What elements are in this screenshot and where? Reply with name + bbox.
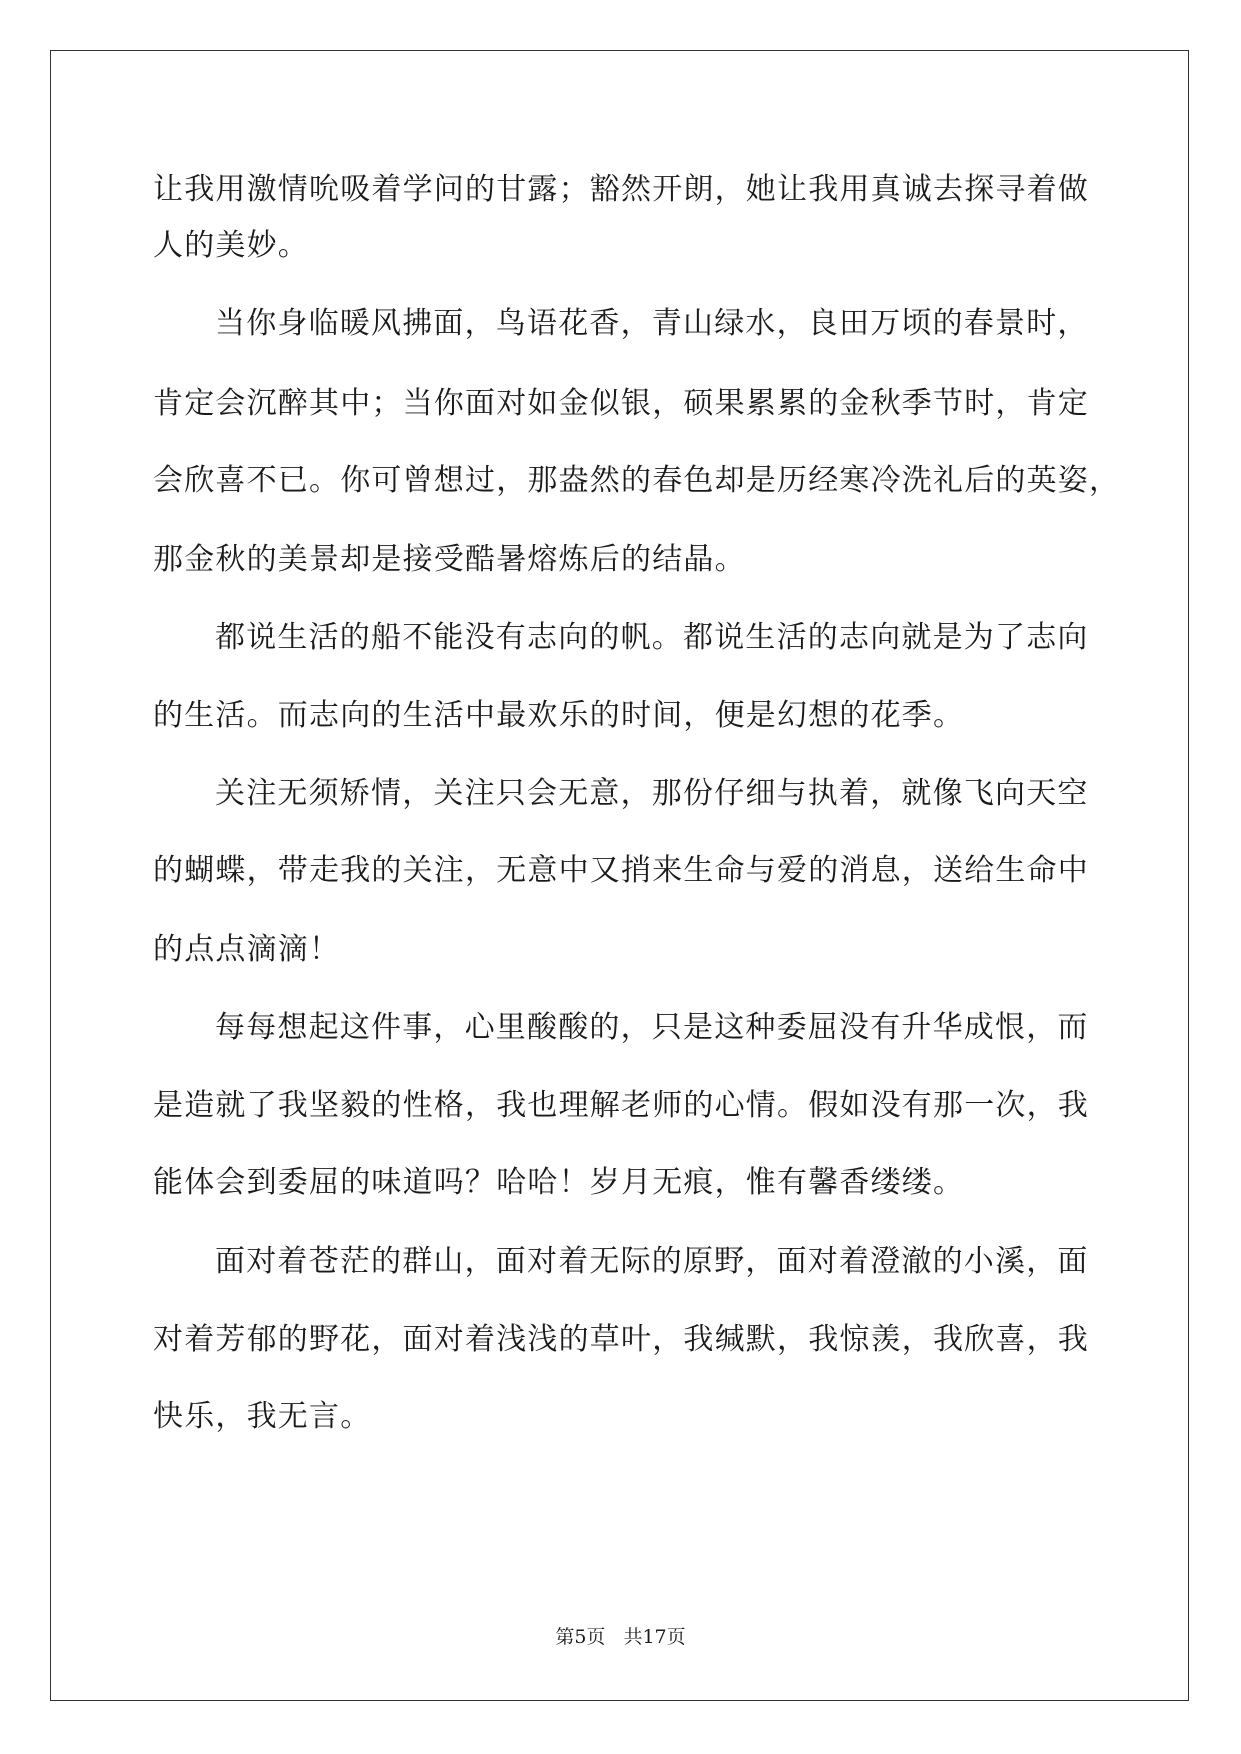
text-line: 的生活。而志向的生活中最欢乐的时间，便是幻想的花季。	[153, 698, 965, 733]
page-number: 第5页	[555, 1626, 606, 1648]
text-line: 每每想起这件事，心里酸酸的，只是这种委屈没有升华成恨，而	[215, 1010, 1089, 1045]
page-total: 共17页	[623, 1626, 686, 1648]
text-line: 让我用激情吮吸着学问的甘露；豁然开朗，她让我用真诚去探寻着做	[153, 172, 1089, 207]
text-line: 关注无须矫情，关注只会无意，那份仔细与执着，就像飞向天空	[215, 776, 1089, 811]
text-line: 会欣喜不已。你可曾想过，那盎然的春色却是历经寒冷洗礼后的英姿，	[153, 463, 1121, 498]
text-line: 肯定会沉醉其中；当你面对如金似银，硕果累累的金秋季节时，肯定	[153, 386, 1089, 421]
page-footer	[0, 1622, 1241, 1649]
text-line: 面对着苍茫的群山，面对着无际的原野，面对着澄澈的小溪，面	[215, 1244, 1089, 1279]
text-line: 的点点滴滴！	[153, 932, 341, 967]
text-line: 是造就了我坚毅的性格，我也理解老师的心情。假如没有那一次，我	[153, 1088, 1089, 1123]
text-line: 对着芳郁的野花，面对着浅浅的草叶，我缄默，我惊羡，我欣喜，我	[153, 1322, 1089, 1357]
text-line: 人的美妙。	[153, 228, 309, 263]
text-line: 的蝴蝶，带走我的关注，无意中又捎来生命与爱的消息，送给生命中	[153, 853, 1089, 888]
text-line: 能体会到委屈的味道吗？哈哈！岁月无痕，惟有馨香缕缕。	[153, 1165, 965, 1200]
text-line: 快乐，我无言。	[153, 1399, 372, 1434]
text-line: 都说生活的船不能没有志向的帆。都说生活的志向就是为了志向	[215, 620, 1089, 655]
text-line: 那金秋的美景却是接受酷暑熔炼后的结晶。	[153, 542, 746, 577]
text-line: 当你身临暖风拂面，鸟语花香，青山绿水，良田万顷的春景时，	[215, 306, 1089, 341]
